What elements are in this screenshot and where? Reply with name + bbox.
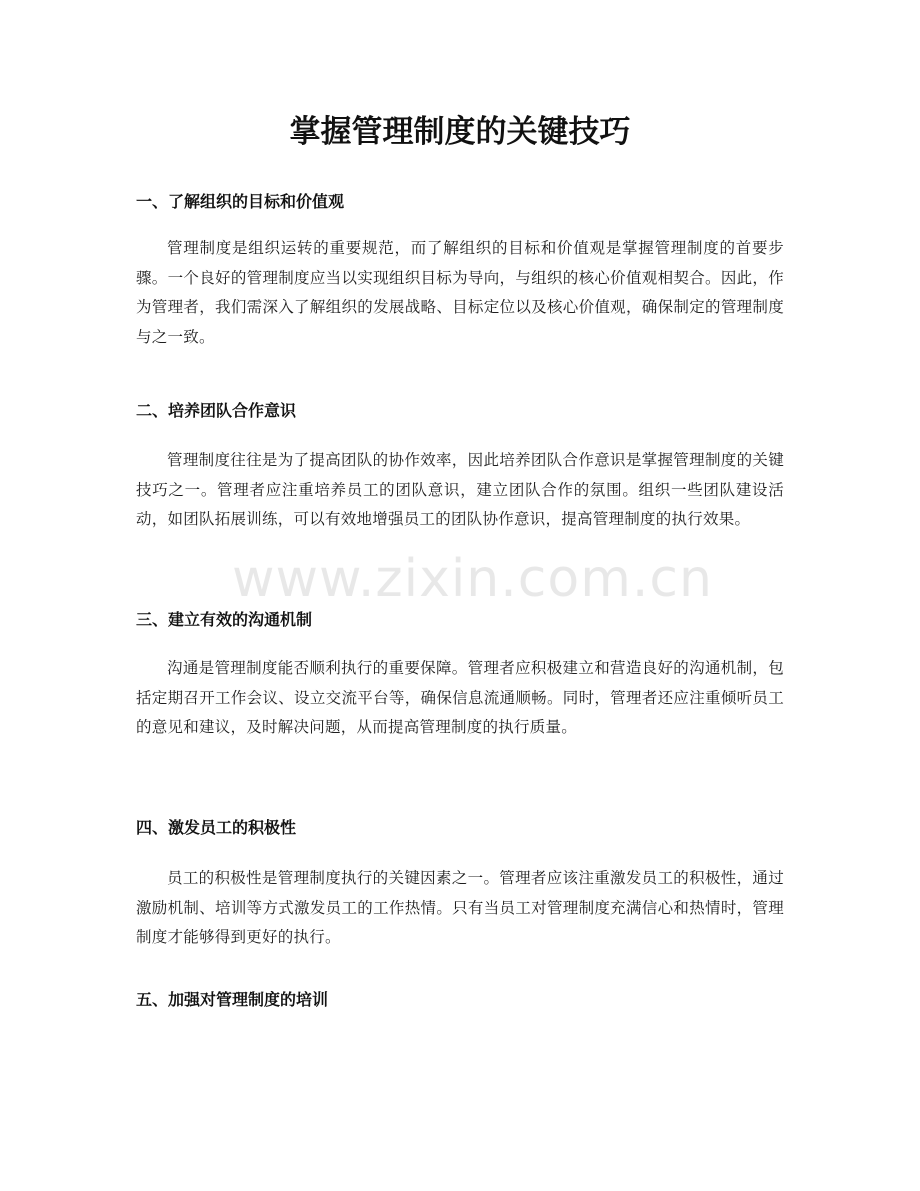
watermark-text: www.zixin.com.cn (232, 549, 713, 609)
document-title: 掌握管理制度的关键技巧 (289, 114, 631, 150)
section-4-paragraph: 员工的积极性是管理制度执行的关键因素之一。管理者应该注重激发员工的积极性，通过激励机制、培训等方式激发员工的工作热情。只有当员工对管理制度充满信心和热情时，管理制度才能够得到更好的执行。 (136, 869, 784, 947)
section-1-heading: 一、了解组织的目标和价值观 (136, 192, 345, 211)
section-1-paragraph: 管理制度是组织运转的重要规范，而了解组织的目标和价值观是掌握管理制度的首要步骤。一个良好的管理制度应当以实现组织目标为导向，与组织的核心价值观相契合。因此，作为管理者，我们需深入了解组织的发展战略、目标定位以及核心价值观，确保制定的管理制度与之一致。 (136, 239, 784, 346)
section-3-paragraph: 沟通是管理制度能否顺利执行的重要保障。管理者应积极建立和营造良好的沟通机制，包括定期召开工作会议、设立交流平台等，确保信息流通顺畅。同时，管理者还应注重倾听员工的意见和建议，及时解决问题，从而提高管理制度的执行质量。 (136, 659, 784, 737)
section-5-heading: 五、加强对管理制度的培训 (136, 990, 329, 1009)
section-2-paragraph: 管理制度往往是为了提高团队的协作效率，因此培养团队合作意识是掌握管理制度的关键技巧之一。管理者应注重培养员工的团队意识，建立团队合作的氛围。组织一些团队建设活动，如团队拓展训练，可以有效地增强员工的团队协作意识，提高管理制度的执行效果。 (136, 451, 784, 529)
section-3-heading: 三、建立有效的沟通机制 (136, 610, 313, 629)
section-2-heading: 二、培养团队合作意识 (136, 401, 297, 420)
section-4-heading: 四、激发员工的积极性 (136, 818, 297, 837)
